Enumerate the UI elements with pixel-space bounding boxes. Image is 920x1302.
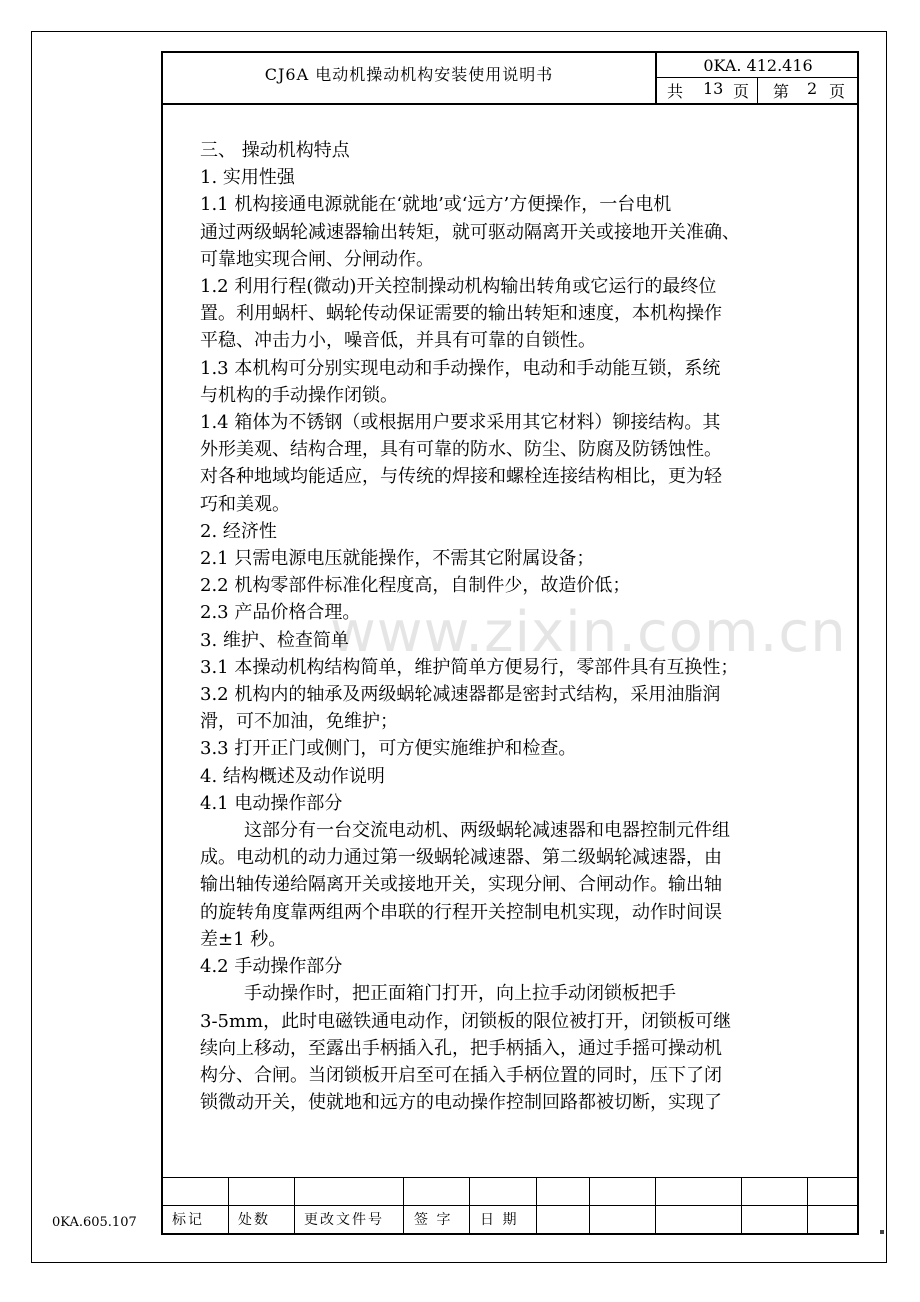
side-document-code: 0KA.605.107 bbox=[52, 1215, 137, 1230]
subsection-heading: 4. 结构概述及动作说明 bbox=[200, 765, 385, 787]
subsection-heading: 2. 经济性 bbox=[200, 520, 277, 542]
paragraph-line: 外形美观、结构合理，具有可靠的防水、防尘、防腐及防锈蚀性。 bbox=[200, 439, 722, 461]
subsection-heading: 3. 维护、检查简单 bbox=[200, 629, 349, 651]
footer-col-divider bbox=[403, 1177, 404, 1235]
footer-col-divider bbox=[807, 1177, 808, 1235]
page-unit-2: 页 bbox=[829, 82, 846, 101]
paragraph-line: 可靠地实现合闸、分闸动作。 bbox=[200, 248, 434, 270]
paragraph-line: 锁微动开关，使就地和远方的电动操作控制回路都被切断，实现了 bbox=[200, 1092, 722, 1114]
paragraph-line: 3.3 打开正门或侧门，可方便实施维护和检查。 bbox=[200, 738, 577, 760]
document-number: 0KA. 412.416 bbox=[703, 56, 813, 75]
paragraph-line: 巧和美观。 bbox=[200, 493, 290, 515]
section-heading: 三、 操动机构特点 bbox=[200, 140, 350, 161]
page-mark-dot bbox=[880, 1230, 884, 1234]
footer-col-divider bbox=[228, 1177, 229, 1235]
paragraph-line: 2.2 机构零部件标准化程度高，自制件少，故造价低； bbox=[200, 575, 631, 597]
paragraph-line: 构分、合闸。当闭锁板开启至可在插入手柄位置的同时，压下了闭 bbox=[200, 1064, 722, 1086]
footer-col-divider bbox=[294, 1177, 295, 1235]
paragraph-line: 3.2 机构内的轴承及两级蜗轮减速器都是密封式结构，采用油脂润 bbox=[200, 684, 721, 706]
page-label: 第 bbox=[773, 82, 790, 101]
paragraph-line: 续向上移动，至露出手柄插入孔，把手柄插入，通过手摇可操动机 bbox=[200, 1037, 722, 1059]
header-page-divider bbox=[757, 77, 758, 104]
footer-label-count: 处数 bbox=[238, 1212, 270, 1228]
footer-col-divider bbox=[741, 1177, 742, 1235]
subsection-heading: 1. 实用性强 bbox=[200, 167, 295, 189]
paragraph-line: 输出轴传递给隔离开关或接地开关，实现分闸、合闸动作。输出轴 bbox=[200, 874, 722, 896]
document-body bbox=[200, 137, 840, 1116]
paragraph-line: 这部分有一台交流电动机、两级蜗轮减速器和电器控制元件组 bbox=[244, 820, 730, 842]
page-number: 2 bbox=[807, 79, 818, 98]
paragraph-line: 1.3 本机构可分别实现电动和手动操作，电动和手动能互锁，系统 bbox=[200, 357, 721, 379]
paragraph-line: 3-5mm，此时电磁铁通电动作，闭锁板的限位被打开，闭锁板可继 bbox=[200, 1010, 732, 1032]
footer-label-signature: 签 字 bbox=[414, 1212, 453, 1228]
footer-col-divider bbox=[536, 1177, 537, 1235]
document-title: CJ6A 电动机操动机构安装使用说明书 bbox=[264, 65, 554, 84]
paragraph-line: 2.3 产品价格合理。 bbox=[200, 602, 361, 624]
footer-label-change-doc: 更改文件号 bbox=[304, 1212, 384, 1228]
paragraph-line: 1.4 箱体为不锈钢（或根据用户要求采用其它材料）铆接结构。其 bbox=[200, 412, 721, 434]
total-label: 共 bbox=[667, 82, 684, 101]
paragraph-line: 与机构的手动操作闭锁。 bbox=[200, 384, 398, 406]
footer-col-divider bbox=[469, 1177, 470, 1235]
paragraph-line: 对各种地域均能适应，与传统的焊接和螺栓连接结构相比，更为轻 bbox=[200, 466, 722, 488]
paragraph-line: 3.1 本操动机构结构简单，维护简单方便易行，零部件具有互换性； bbox=[200, 656, 739, 678]
paragraph-line: 4.2 手动操作部分 bbox=[200, 956, 343, 978]
footer-col-divider bbox=[589, 1177, 590, 1235]
footer-label-date: 日 期 bbox=[480, 1212, 519, 1228]
paragraph-line: 通过两级蜗轮减速器输出转矩，就可驱动隔离开关或接地开关准确、 bbox=[200, 221, 740, 243]
header-divider bbox=[161, 103, 859, 105]
paragraph-line: 1.2 利用行程(微动)开关控制操动机构输出转角或它运行的最终位 bbox=[200, 276, 717, 298]
watermark: www.zixin.com.cn bbox=[330, 600, 847, 665]
paragraph-line: 2.1 只需电源电压就能操作，不需其它附属设备； bbox=[200, 548, 595, 570]
paragraph-line: 成。电动机的动力通过第一级蜗轮减速器、第二级蜗轮减速器，由 bbox=[200, 847, 722, 869]
page-unit: 页 bbox=[733, 82, 750, 101]
paragraph-line: 1.1 机构接通电源就能在‘就地’或‘远方’方便操作，一台电机 bbox=[200, 194, 672, 216]
paragraph-line: 4.1 电动操作部分 bbox=[200, 792, 343, 814]
paragraph-line: 手动操作时，把正面箱门打开，向上拉手动闭锁板把手 bbox=[244, 983, 676, 1005]
paragraph-line: 的旋转角度靠两组两个串联的行程开关控制电机实现，动作时间误 bbox=[200, 901, 722, 923]
footer-col-divider bbox=[655, 1177, 656, 1235]
paragraph-line: 差±1 秒。 bbox=[200, 928, 287, 950]
footer-top-line bbox=[161, 1177, 859, 1178]
footer-label-mark: 标记 bbox=[172, 1212, 204, 1228]
paragraph-line: 置。利用蜗杆、蜗轮传动保证需要的输出转矩和速度，本机构操作 bbox=[200, 303, 722, 325]
total-pages: 13 bbox=[703, 79, 724, 98]
footer-mid-line bbox=[161, 1205, 859, 1206]
paragraph-line: 平稳、冲击力小，噪音低，并具有可靠的自锁性。 bbox=[200, 330, 596, 352]
paragraph-line: 滑，可不加油，免维护； bbox=[200, 711, 398, 733]
